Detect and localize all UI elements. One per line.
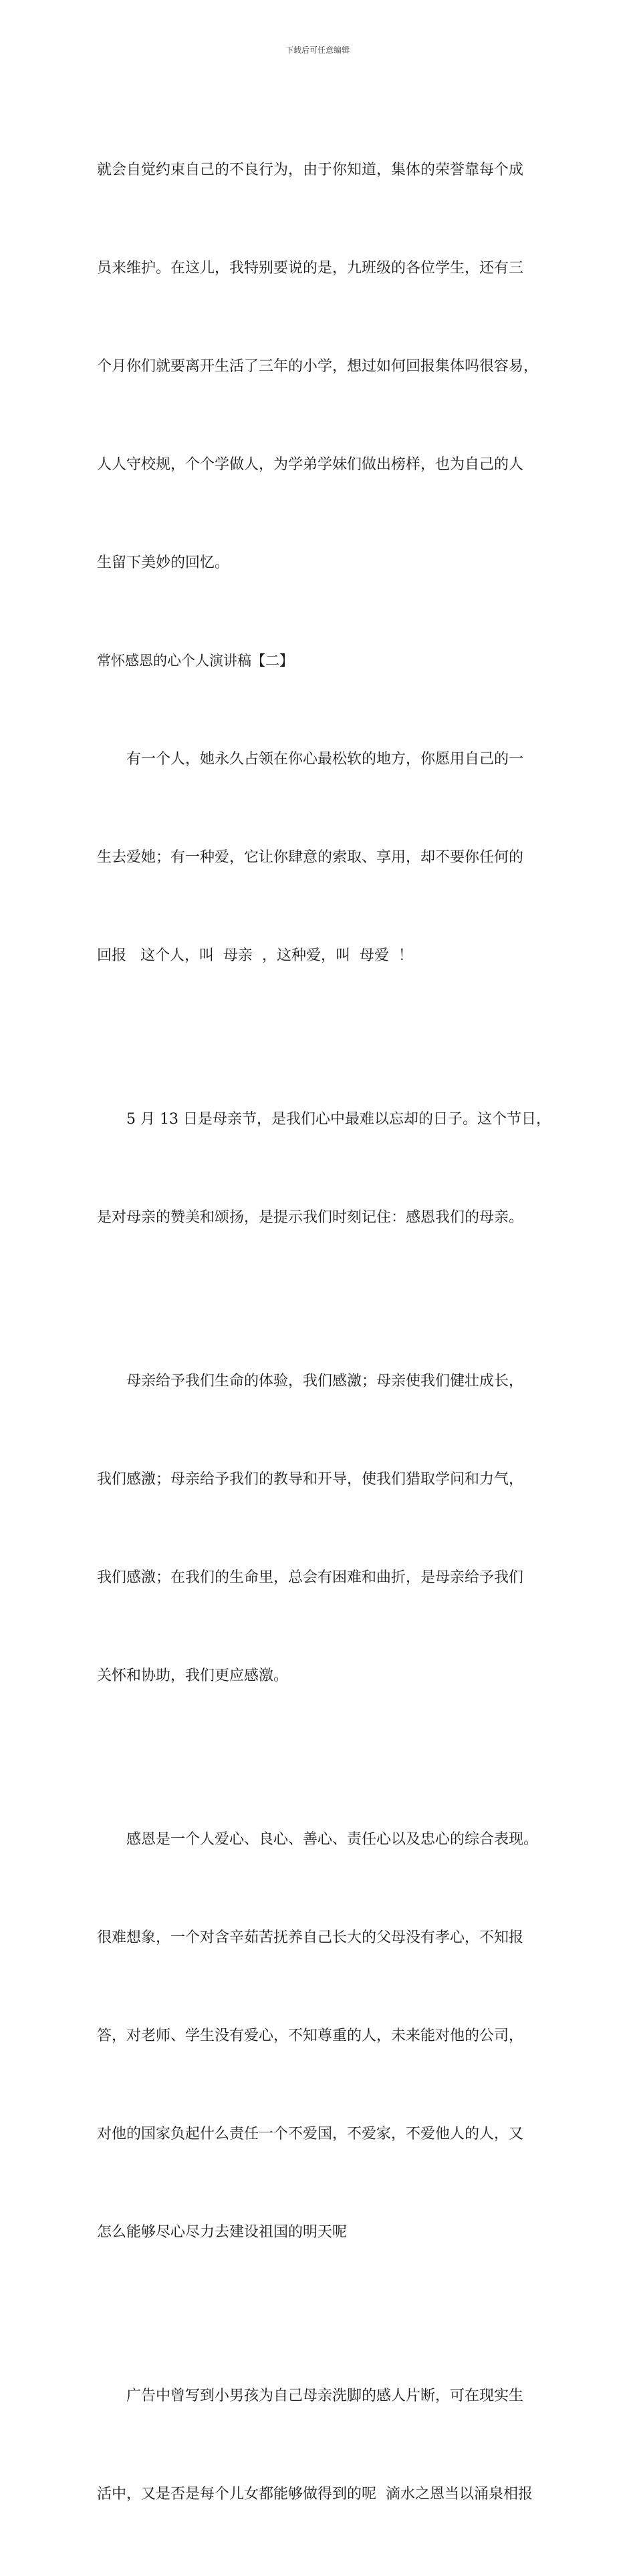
text-line: 母亲给予我们生命的体验，我们感激；母亲使我们健壮成长， — [126, 1373, 524, 1390]
text-line: 回报 这个人，叫 母亲 ，这种爱，叫 母爱 ！ — [97, 947, 413, 964]
text-line: 答，对老师、学生没有爱心，不知尊重的人，未来能对他的公司， — [97, 2028, 524, 2044]
page-header: 下载后可任意编辑 — [285, 45, 350, 55]
text-line: 很难想象，一个对含辛茹苦抚养自己长大的父母没有孝心，不知报 — [97, 1929, 524, 1946]
text-line: 对他的国家负起什么责任一个不爱国，不爱家，不爱他人的人，又 — [97, 2126, 524, 2142]
paragraph-4 — [97, 1299, 551, 1758]
paragraph-1 — [97, 88, 551, 645]
text-line: 生去爱她；有一种爱，它让你肆意的索取、享用，却不要你任何的 — [97, 849, 524, 866]
text-line: 我们感激；在我们的生命里，总会有困难和曲折，是母亲给予我们 — [97, 1569, 524, 1586]
text-line: 生留下美妙的回忆。 — [97, 554, 230, 571]
text-line: 就会自觉约束自己的不良行为，由于你知道，集体的荣誉靠每个成 — [97, 162, 524, 178]
text-line: 广告中曾写到小男孩为自己母亲洗脚的感人片断，可在现实生 — [126, 2388, 524, 2404]
text-line: 5 月 13 日是母亲节，是我们心中最难以忘却的日子。这个节日， — [126, 1111, 551, 1128]
text-line: 关怀和协助，我们更应感激。 — [97, 1667, 289, 1684]
section-heading: 常怀感恩的心个人演讲稿【二】 — [97, 653, 293, 669]
text-line: 是对母亲的赞美和颂扬，是提示我们时刻记住：感恩我们的母亲。 — [97, 1209, 524, 1226]
text-line: 员来维护。在这儿，我特别要说的是，九班级的各位学生，还有三 — [97, 260, 524, 277]
paragraph-5 — [97, 1758, 551, 2314]
text-line: 人人守校规，个个学做人，为学弟学妹们做出榜样，也为自己的人 — [97, 456, 524, 473]
paragraph-2 — [97, 677, 551, 1037]
text-line: 怎么能够尽心尽力去建设祖国的明天呢 — [97, 2224, 348, 2241]
text-line: 活中，又是否是每个儿女都能够做得到的呢 滴水之恩当以涌泉相报 — [97, 2486, 533, 2503]
text-line: 有一个人，她永久占领在你心最松软的地方，你愿用自己的一 — [126, 751, 524, 768]
text-line: 个月你们就要离开生活了三年的小学，想过如何回报集体吗很容易， — [97, 358, 539, 375]
document-body — [97, 88, 551, 2576]
paragraph-6 — [97, 2314, 551, 2576]
text-line: 感恩是一个人爱心、良心、善心、责任心以及忠心的综合表现。 — [126, 1831, 539, 1848]
text-line: 我们感激；母亲给予我们的教导和开导，使我们猎取学问和力气， — [97, 1471, 524, 1488]
paragraph-3 — [97, 1037, 551, 1299]
